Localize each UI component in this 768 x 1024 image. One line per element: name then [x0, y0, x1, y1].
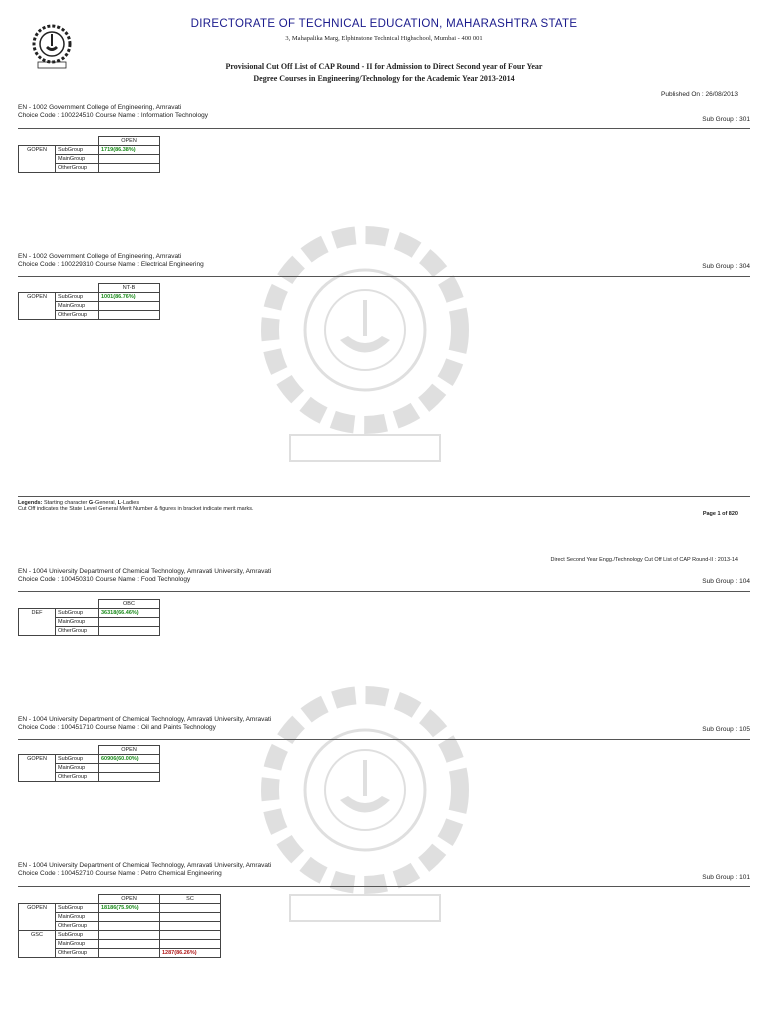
merit-cell [99, 164, 160, 173]
merit-cell [99, 773, 160, 782]
column-header: OBC [99, 600, 160, 609]
college-name: EN - 1002 Government College of Engineering, Amravati [18, 253, 182, 260]
group-cell: SubGroup [56, 904, 99, 913]
document-title-line-2: Degree Courses in Engineering/Technology for the Academic Year 2013-2014 [253, 74, 515, 83]
course-block [18, 862, 750, 956]
divider [18, 886, 750, 887]
merit-cell [99, 618, 160, 627]
sub-group: Sub Group : 104 [702, 578, 750, 585]
group-cell: OtherGroup [56, 773, 99, 782]
merit-cell: 60906(60.00%) [99, 755, 160, 764]
course-block [18, 716, 750, 780]
group-cell: MainGroup [56, 940, 99, 949]
course-block [18, 104, 750, 171]
group-cell: OtherGroup [56, 627, 99, 636]
category-cell: GOPEN [19, 293, 56, 320]
category-cell: GOPEN [19, 146, 56, 173]
divider [18, 128, 750, 129]
legend-label: Legends: [18, 500, 43, 506]
group-cell: OtherGroup [56, 164, 99, 173]
column-header: NT-B [99, 284, 160, 293]
published-date: Published On : 26/08/2013 [661, 91, 738, 98]
choice-code: Choice Code : 100450310 Course Name : Food Technology [18, 576, 191, 583]
group-cell: SubGroup [56, 755, 99, 764]
merit-cell [160, 931, 221, 940]
sub-group: Sub Group : 304 [702, 263, 750, 270]
college-name: EN - 1004 University Department of Chemical Technology, Amravati University, Amravati [18, 716, 272, 723]
category-cell: GOPEN [19, 755, 56, 782]
divider [18, 739, 750, 740]
cutoff-table [18, 136, 160, 173]
page-number: Page 1 of 820 [702, 511, 738, 517]
merit-cell [99, 922, 160, 931]
directorate-title: DIRECTORATE OF TECHNICAL EDUCATION, MAHARASHTRA STATE [190, 18, 578, 30]
merit-cell [160, 940, 221, 949]
choice-code: Choice Code : 100451710 Course Name : Oil and Paints Technology [18, 724, 216, 731]
directorate-address: 3, Mahapalika Marg, Elphinstone Technical Highschool, Mumbai - 400 001 [285, 35, 483, 42]
legend-text: -General, [93, 500, 118, 506]
merit-cell [99, 627, 160, 636]
group-cell: SubGroup [56, 293, 99, 302]
legend-g: G [88, 500, 94, 506]
watermark-seal-1 [230, 200, 500, 475]
group-cell: MainGroup [56, 302, 99, 311]
group-cell: SubGroup [56, 146, 99, 155]
cutoff-table [18, 894, 221, 958]
choice-code: Choice Code : 100224510 Course Name : Information Technology [18, 112, 208, 119]
course-block [18, 253, 750, 318]
merit-cell [99, 949, 160, 958]
group-cell: SubGroup [56, 609, 99, 618]
sub-group: Sub Group : 101 [702, 874, 750, 881]
cutoff-table [18, 283, 160, 320]
legend-text: Starting character [42, 500, 89, 506]
cutoff-table [18, 599, 160, 636]
category-cell: GOPEN [19, 904, 56, 931]
divider [18, 276, 750, 277]
cutoff-table [18, 745, 160, 782]
group-cell: OtherGroup [56, 949, 99, 958]
merit-cell [99, 913, 160, 922]
merit-cell: 36318(66.46%) [99, 609, 160, 618]
group-cell: MainGroup [56, 618, 99, 627]
category-cell: GSC [19, 931, 56, 958]
merit-cell [99, 940, 160, 949]
merit-cell: 1001(86.76%) [99, 293, 160, 302]
group-cell: MainGroup [56, 764, 99, 773]
college-name: EN - 1004 University Department of Chemical Technology, Amravati University, Amravati [18, 568, 272, 575]
column-header: OPEN [99, 895, 160, 904]
choice-code: Choice Code : 100229310 Course Name : Electrical Engineering [18, 261, 204, 268]
merit-cell [99, 764, 160, 773]
course-block [18, 568, 750, 634]
group-cell: MainGroup [56, 913, 99, 922]
document-title-line-1: Provisional Cut Off List of CAP Round - II for Admission to Direct Second year of Four Year [225, 62, 543, 71]
footer-divider [18, 496, 750, 497]
merit-cell [160, 922, 221, 931]
column-header: OPEN [99, 746, 160, 755]
merit-cell [99, 155, 160, 164]
group-cell: MainGroup [56, 155, 99, 164]
group-cell: OtherGroup [56, 922, 99, 931]
sub-group: Sub Group : 105 [702, 726, 750, 733]
divider [18, 591, 750, 592]
merit-cell [99, 311, 160, 320]
merit-cell [99, 302, 160, 311]
choice-code: Choice Code : 100452710 Course Name : Petro Chemical Engineering [18, 870, 222, 877]
watermark-seal-2 [230, 660, 500, 935]
merit-cell [99, 931, 160, 940]
running-head: Direct Second Year Engg./Technology Cut Off List of CAP Round-II : 2013-14 [550, 557, 738, 563]
sub-group: Sub Group : 301 [702, 116, 750, 123]
group-cell: OtherGroup [56, 311, 99, 320]
column-header: OPEN [99, 137, 160, 146]
college-name: EN - 1004 University Department of Chemical Technology, Amravati University, Amravati [18, 862, 272, 869]
legend [18, 500, 254, 512]
merit-cell [160, 913, 221, 922]
legend-text: -Ladies [121, 500, 140, 506]
cutoff-note: Cut Off indicates the State Level General Merit Number & figures in bracket indicate merit marks. [18, 506, 254, 512]
college-name: EN - 1002 Government College of Engineering, Amravati [18, 104, 182, 111]
merit-cell: 1287(86.26%) [160, 949, 221, 958]
legend-l: L [117, 500, 122, 506]
merit-cell: 18186(75.90%) [99, 904, 160, 913]
merit-cell [160, 904, 221, 913]
column-header: SC [160, 895, 221, 904]
group-cell: SubGroup [56, 931, 99, 940]
merit-cell: 1719(86.38%) [99, 146, 160, 155]
category-cell: DEF [19, 609, 56, 636]
